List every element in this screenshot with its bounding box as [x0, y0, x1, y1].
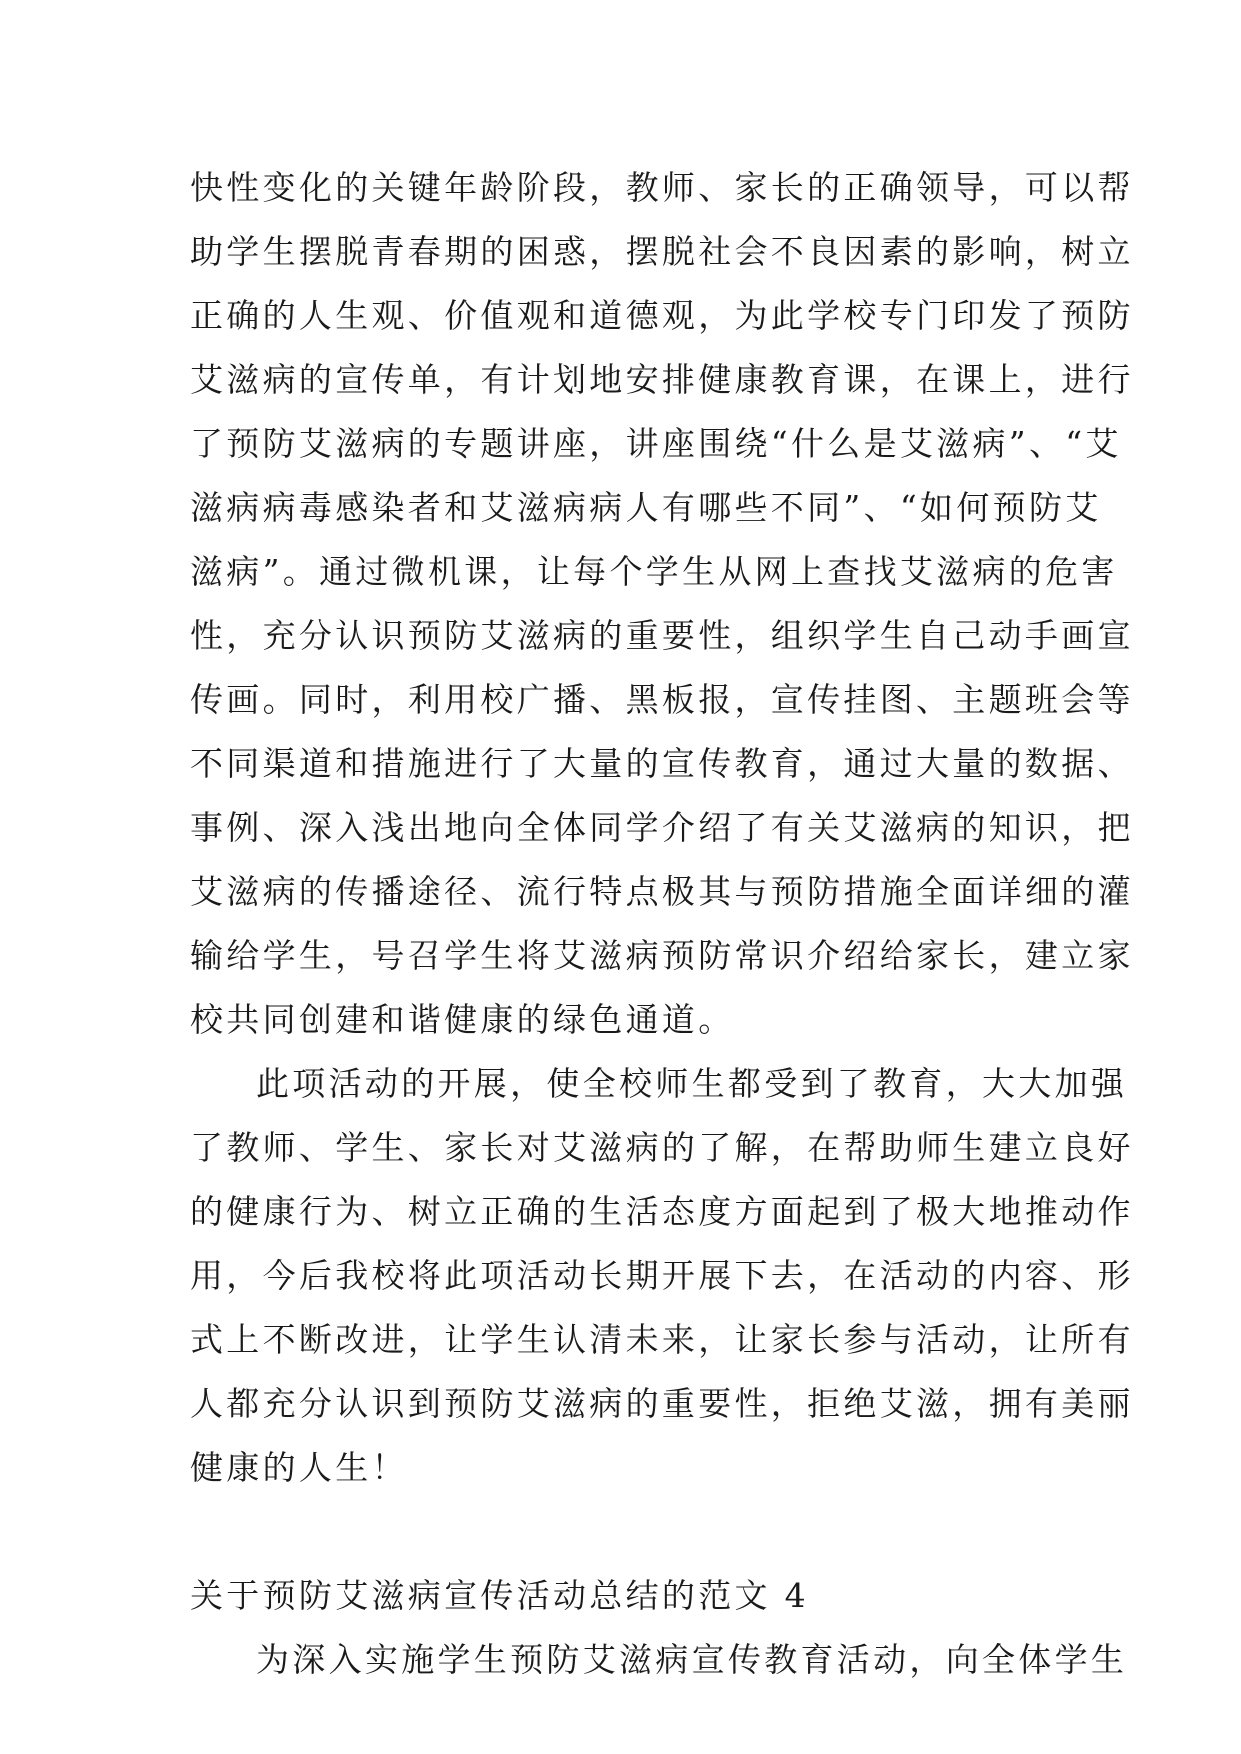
text-line: 艾滋病的传播途径、流行特点极其与预防措施全面详细的灌 — [190, 872, 1134, 911]
paragraph-3 — [190, 1628, 1128, 1692]
text-line: 人都充分认识到预防艾滋病的重要性，拒绝艾滋，拥有美丽 — [190, 1384, 1134, 1423]
text-line: 艾滋病的宣传单，有计划地安排健康教育课，在课上，进行 — [190, 360, 1134, 399]
text-line: 助学生摆脱青春期的困惑，摆脱社会不良因素的影响，树立 — [190, 232, 1134, 271]
text-line: 滋病病毒感染者和艾滋病病人有哪些不同”、“如何预防艾 — [190, 488, 1102, 527]
text-line: 不同渠道和措施进行了大量的宣传教育，通过大量的数据、 — [190, 744, 1134, 783]
text-line: 此项活动的开展，使全校师生都受到了教育，大大加强 — [256, 1064, 1128, 1103]
text-line: 了教师、学生、家长对艾滋病的了解，在帮助师生建立良好 — [190, 1128, 1134, 1167]
text-line: 了预防艾滋病的专题讲座，讲座围绕“什么是艾滋病”、“艾 — [190, 424, 1122, 463]
text-line: 滋病”。通过微机课，让每个学生从网上查找艾滋病的危害 — [190, 552, 1118, 591]
text-line: 式上不断改进，让学生认清未来，让家长参与活动，让所有 — [190, 1320, 1134, 1359]
text-line: 性，充分认识预防艾滋病的重要性，组织学生自己动手画宣 — [190, 616, 1134, 655]
text-line: 输给学生，号召学生将艾滋病预防常识介绍给家长，建立家 — [190, 936, 1134, 975]
text-line: 正确的人生观、价值观和道德观，为此学校专门印发了预防 — [190, 296, 1134, 335]
blank-line — [190, 1500, 1070, 1564]
paragraph-1 — [190, 156, 1134, 1052]
text-line: 为深入实施学生预防艾滋病宣传教育活动，向全体学生 — [256, 1640, 1128, 1679]
text-line: 事例、深入浅出地向全体同学介绍了有关艾滋病的知识，把 — [190, 808, 1134, 847]
section-title: 关于预防艾滋病宣传活动总结的范文 4 — [190, 1576, 809, 1615]
text-line: 校共同创建和谐健康的绿色通道。 — [190, 1000, 735, 1039]
text-line: 快性变化的关键年龄阶段，教师、家长的正确领导，可以帮 — [190, 168, 1134, 207]
text-line: 的健康行为、树立正确的生活态度方面起到了极大地推动作 — [190, 1192, 1134, 1231]
text-line: 传画。同时，利用校广播、黑板报，宣传挂图、主题班会等 — [190, 680, 1134, 719]
paragraph-2 — [190, 1052, 1134, 1500]
document-body — [190, 156, 1134, 1692]
text-line: 用，今后我校将此项活动长期开展下去，在活动的内容、形 — [190, 1256, 1134, 1295]
text-line: 健康的人生！ — [190, 1448, 408, 1487]
